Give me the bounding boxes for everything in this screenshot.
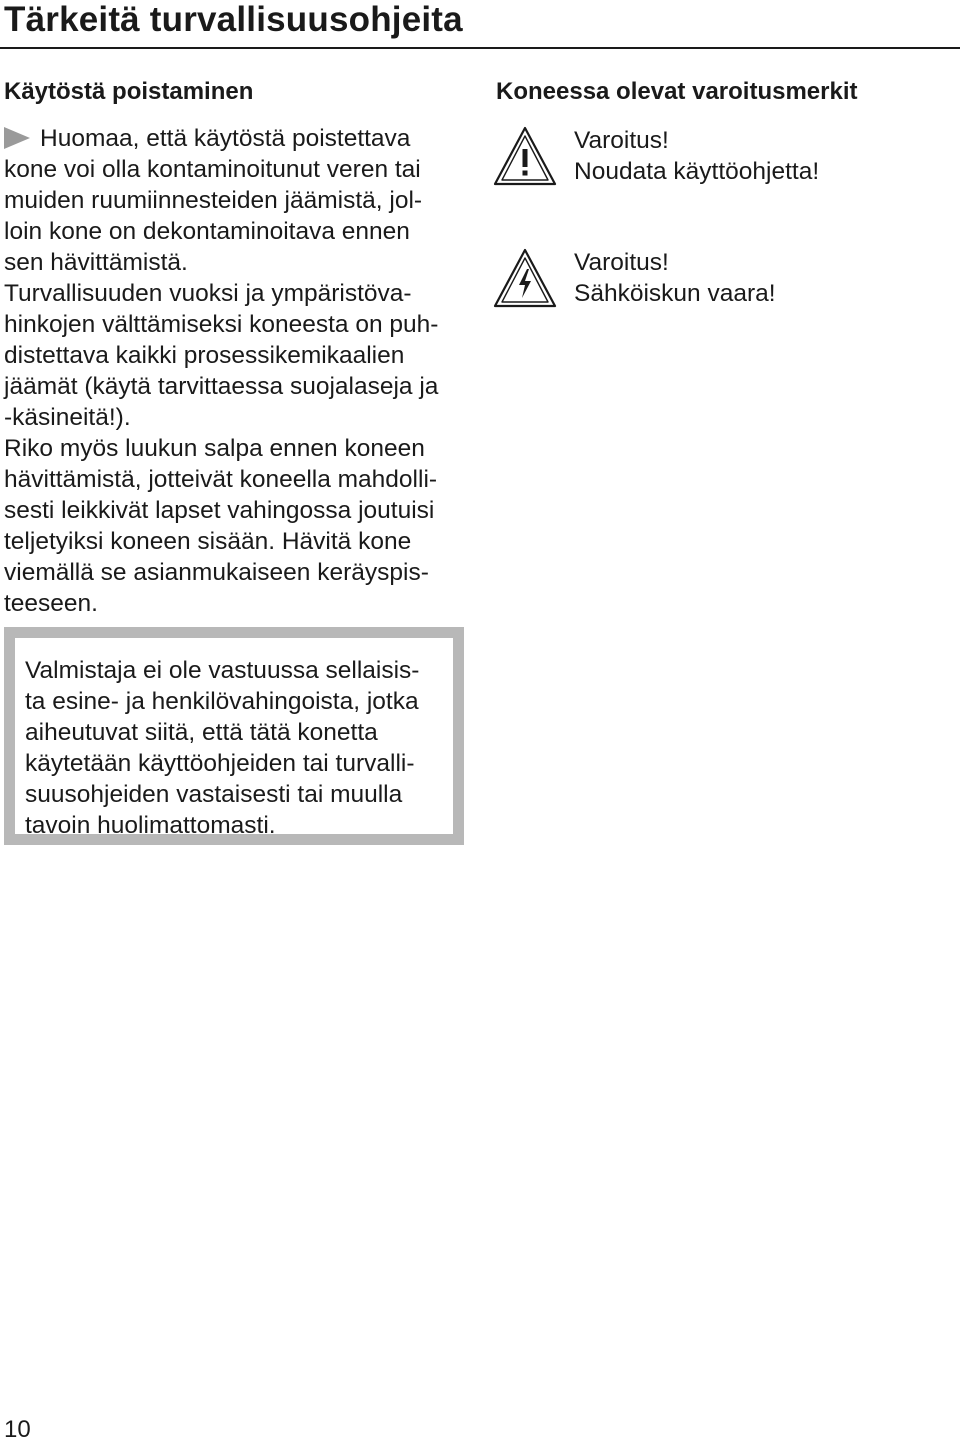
liability-notice-box xyxy=(4,627,464,845)
disposal-line: distettava kaikki prosessikemikaalien xyxy=(4,342,405,369)
notice-line: tavoin huolimattomasti. xyxy=(25,812,276,839)
title-divider xyxy=(0,47,960,49)
warning-description: Sähköiskun vaara! xyxy=(574,280,776,307)
disposal-line: muiden ruumiinnesteiden jäämistä, jol- xyxy=(4,187,423,214)
disposal-line: jäämät (käytä tarvittaessa suojalaseja ja xyxy=(4,373,439,400)
notice-line: Valmistaja ei ole vastuussa sellaisis- xyxy=(25,657,420,684)
disposal-line: hävittämistä, jotteivät koneella mahdolli- xyxy=(4,466,438,493)
notice-line: käytetään käyttöohjeiden tai turvalli- xyxy=(25,750,415,777)
disposal-line: Riko myös luukun salpa ennen koneen xyxy=(4,435,425,462)
liability-notice-text xyxy=(25,655,465,841)
notice-line: suusohjeiden vastaisesti tai muulla xyxy=(25,781,403,808)
disposal-body xyxy=(4,123,474,619)
exclamation-warning-icon xyxy=(492,125,558,187)
disposal-line: viemällä se asianmukaiseen keräyspis- xyxy=(4,559,429,586)
arrow-right-icon xyxy=(4,127,30,149)
page-title: Tärkeitä turvallisuusohjeita xyxy=(4,0,463,39)
disposal-line: teeseen. xyxy=(4,590,98,617)
disposal-line: Turvallisuuden vuoksi ja ympäristöva- xyxy=(4,280,412,307)
disposal-line: -käsineitä!). xyxy=(4,404,131,431)
warning-title: Varoitus! xyxy=(574,127,669,154)
notice-line: ta esine- ja henkilövahingoista, jotka xyxy=(25,688,419,715)
disposal-line: loin kone on dekontaminoitava ennen xyxy=(4,218,410,245)
disposal-line: Huomaa, että käytöstä poistettava xyxy=(4,123,474,154)
notice-line: aiheutuvat siitä, että tätä konetta xyxy=(25,719,378,746)
disposal-line: sesti leikkivät lapset vahingossa joutuisi xyxy=(4,497,435,524)
disposal-heading: Käytöstä poistaminen xyxy=(4,78,254,105)
warning-description: Noudata käyttöohjetta! xyxy=(574,158,820,185)
electric-shock-warning-icon xyxy=(492,247,558,309)
warning-title: Varoitus! xyxy=(574,249,669,276)
warning-text xyxy=(574,247,954,309)
disposal-line: sen hävittämistä. xyxy=(4,249,188,276)
warning-text xyxy=(574,125,954,187)
disposal-line: teljetyiksi koneen sisään. Hävitä kone xyxy=(4,528,412,555)
disposal-line: hinkojen välttämiseksi koneesta on puh- xyxy=(4,311,439,338)
warnings-heading: Koneessa olevat varoitusmerkit xyxy=(496,78,858,105)
page-number: 10 xyxy=(4,1416,31,1443)
disposal-line: kone voi olla kontaminoitunut veren tai xyxy=(4,156,421,183)
